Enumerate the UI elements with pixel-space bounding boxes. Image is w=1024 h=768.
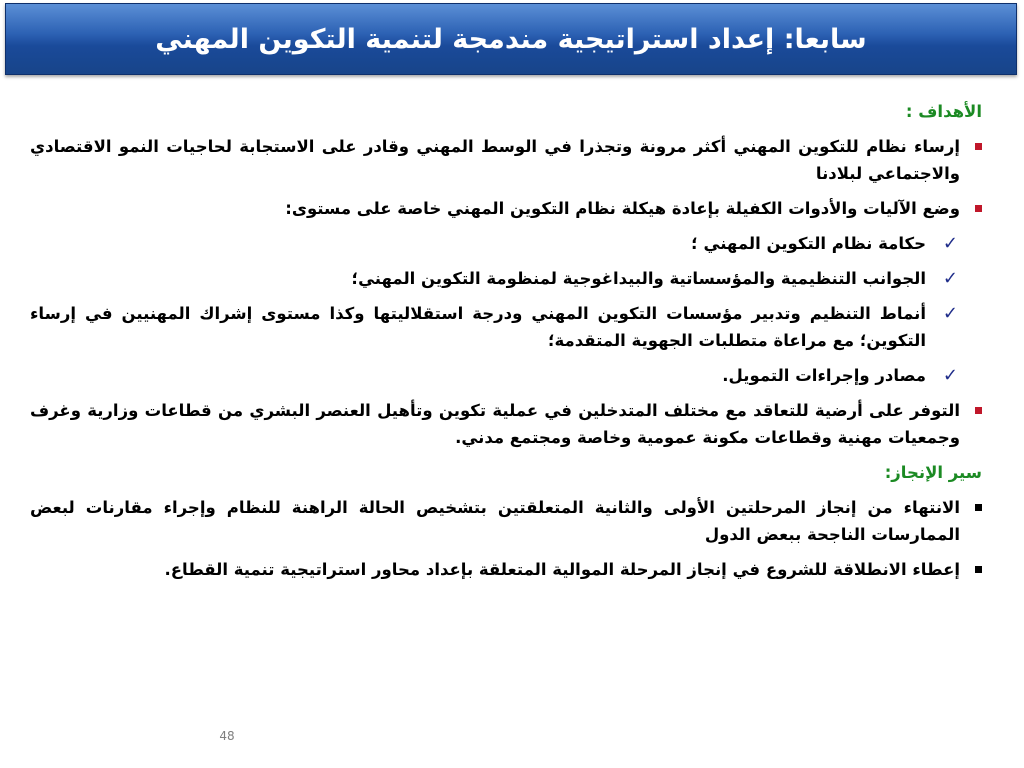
slide-content (30, 98, 982, 591)
slide-number: 48 (219, 729, 235, 743)
black-square-bullet-icon (975, 504, 982, 511)
list-item: إعطاء الانطلاقة للشروع في إنجاز المرحلة الموالية المتعلقة بإعداد محاور استراتيجية تنمية القطاع. (30, 556, 982, 583)
goals-heading: الأهداف : (905, 102, 982, 121)
sub-list-item: ✓ أنماط التنظيم وتدبير مؤسسات التكوين المهني ودرجة استقلاليتها وكذا مستوى إشراك المهنيين في إرساء التكوين؛ مع مراعاة متطلبات الجهوية المتقدمة؛ (30, 300, 982, 354)
check-icon: ✓ (942, 303, 958, 324)
list-item: وضع الآليات والأدوات الكفيلة بإعادة هيكلة نظام التكوين المهني خاصة على مستوى: (30, 195, 982, 222)
list-item: إرساء نظام للتكوين المهني أكثر مرونة وتجذرا في الوسط المهني وقادر على الاستجابة لحاجيات النمو الاقتصادي والاجتماعي لبلادنا (30, 133, 982, 187)
title-bar (5, 3, 1017, 75)
list-item: التوفر على أرضية للتعاقد مع مختلف المتدخلين في عملية تكوين وتأهيل العنصر البشري من قطاعات وزارية وغرف وجمعيات مهنية وقطاعات مكونة عمومية وخاصة ومجتمع مدني. (30, 397, 982, 451)
sub-list-item: ✓ مصادر وإجراءات التمويل. (30, 362, 982, 389)
sub-list-item: ✓ الجوانب التنظيمية والمؤسساتية والبيداغوجية لمنظومة التكوين المهني؛ (30, 265, 982, 292)
red-square-bullet-icon (975, 205, 982, 212)
black-square-bullet-icon (975, 566, 982, 573)
sub-list-item: ✓ حكامة نظام التكوين المهني ؛ (30, 230, 982, 257)
red-square-bullet-icon (975, 143, 982, 150)
progress-heading: سير الإنجاز: (884, 463, 982, 482)
check-icon: ✓ (942, 268, 958, 289)
page-title: سابعا: إعداد استراتيجية مندمجة لتنمية التكوين المهني (155, 23, 867, 55)
list-item: الانتهاء من إنجاز المرحلتين الأولى والثانية المتعلقتين بتشخيص الحالة الراهنة للنظام وإجراء مقارنات لبعض الممارسات الناجحة ببعض الدول (30, 494, 982, 548)
check-icon: ✓ (942, 233, 958, 254)
check-icon: ✓ (942, 365, 958, 386)
red-square-bullet-icon (975, 407, 982, 414)
